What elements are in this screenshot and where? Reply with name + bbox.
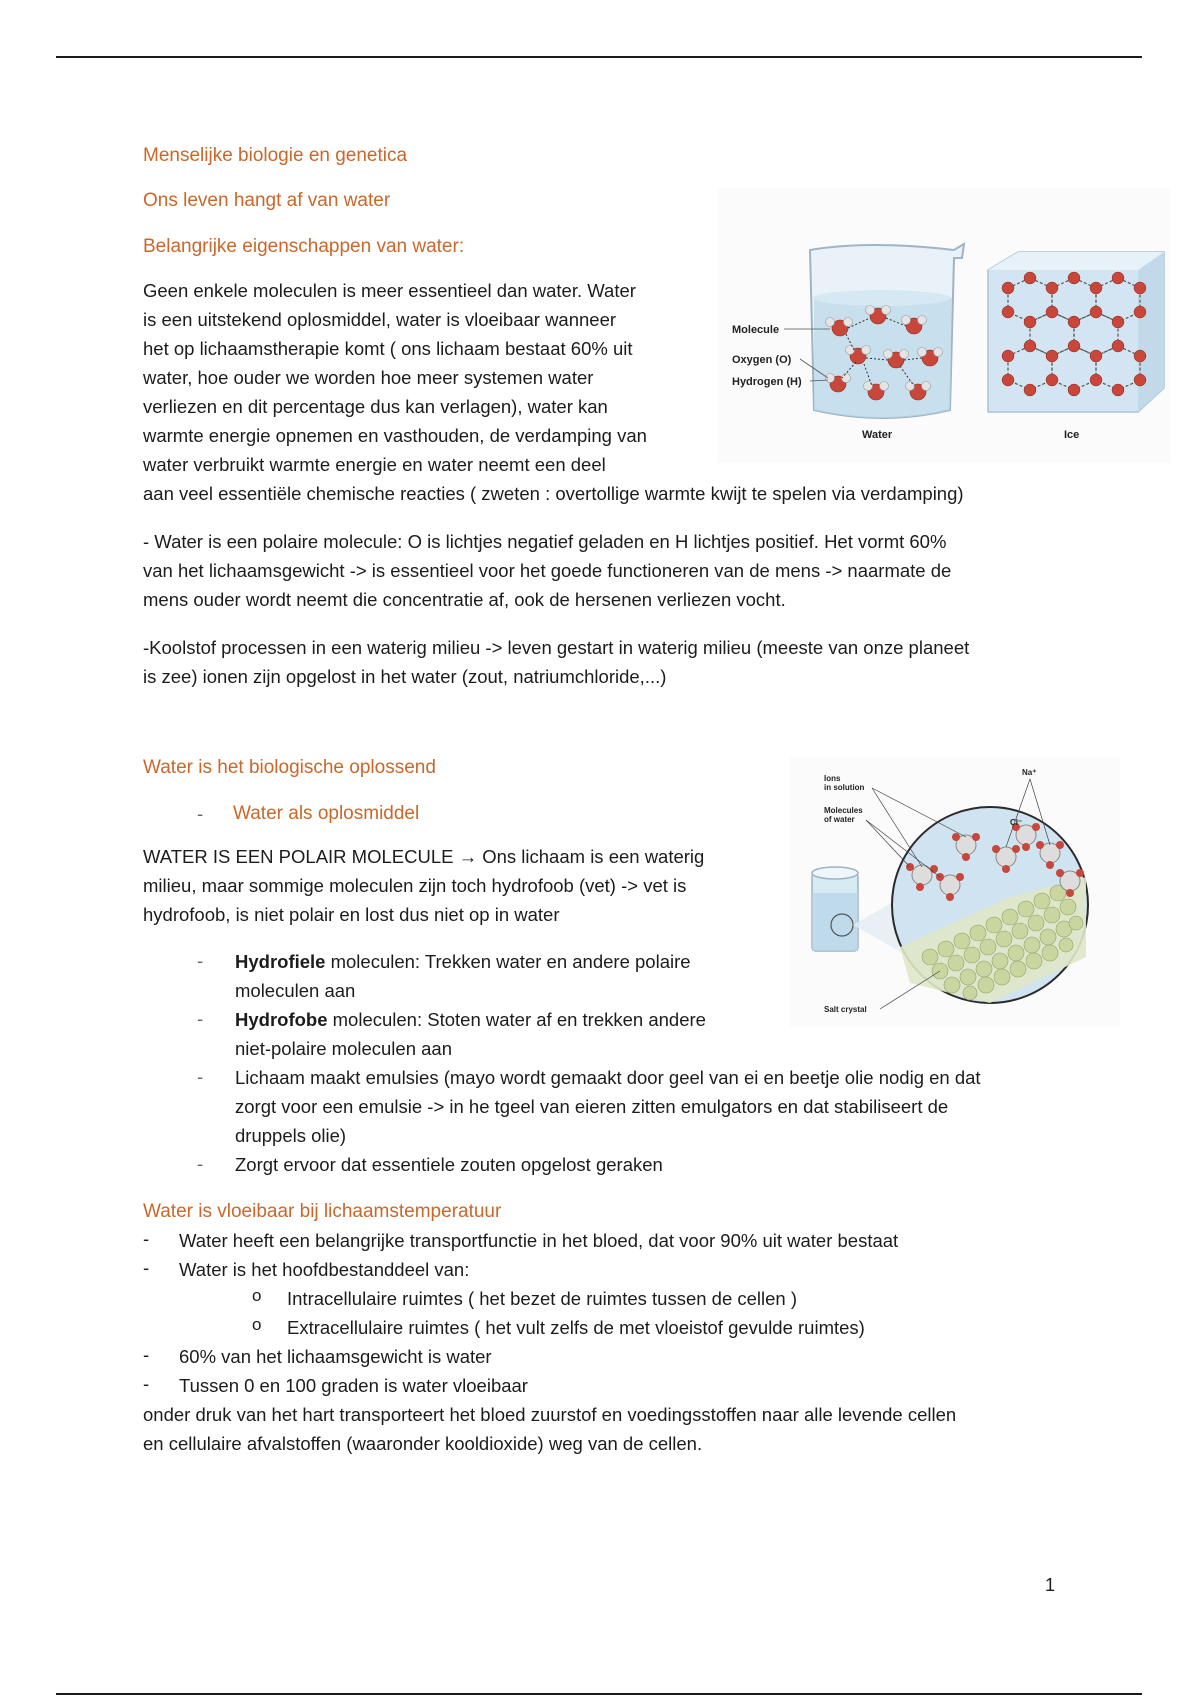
para1-line: is een uitstekend oplosmiddel, water is vloeibaar wanneer	[143, 309, 617, 330]
para1-line: water verbruikt warmte energie en water neemt een deel	[143, 454, 606, 475]
bullet-dash: -	[197, 1008, 204, 1029]
bullet-cont: zorgt voor een emulsie -> in he tgeel van eieren zitten emulgators en dat stabiliseert de	[235, 1096, 949, 1117]
para1-line: verliezen en dit percentage dus kan verlagen), water kan	[143, 396, 608, 417]
bullet-hydrofoob	[235, 1006, 706, 1035]
label-na: Na⁺	[1022, 768, 1037, 777]
label-cl: Cl⁻	[1010, 818, 1023, 827]
label-hydrogen: Hydrogen (H)	[732, 376, 802, 388]
salt-solution-figure	[790, 757, 1120, 1027]
polair-line: WATER IS EEN POLAIR MOLECULE → Ons lichaam is een waterig	[143, 846, 705, 867]
para3-line: -Koolstof processen in een waterig milieu -> leven gestart in waterig milieu (meeste van onze planeet	[143, 637, 970, 658]
water-ice-figure	[718, 188, 1170, 463]
label-ions-2: in solution	[824, 783, 865, 792]
section-heading-solvent: Water is het biologische oplossend	[143, 757, 436, 778]
sub-bullet-dash: -	[197, 803, 204, 824]
bullet-bold-term: Hydrofiele	[235, 951, 326, 972]
para3-line: is zee) ionen zijn opgelost in het water (zout, natriumchloride,...)	[143, 666, 667, 687]
bullet-dash: -	[143, 1373, 150, 1394]
bullet-hydrofiel	[235, 948, 691, 977]
section-heading-liquid: Water is vloeibaar bij lichaamstemperatuur	[143, 1201, 502, 1222]
bullet-cont: druppels olie)	[235, 1125, 347, 1146]
caption-water: Water	[862, 429, 893, 441]
label-molecules-2: of water	[824, 815, 855, 824]
para1-line: aan veel essentiële chemische reacties ( zweten : overtollige warmte kwijt te spelen via verdamping)	[143, 483, 964, 504]
section-heading-properties: Belangrijke eigenschappen van water:	[143, 236, 465, 257]
bullet-dash: -	[143, 1228, 150, 1249]
label-salt-crystal: Salt crystal	[824, 1005, 867, 1014]
label-molecule: Molecule	[732, 324, 780, 336]
bullet-dash: -	[197, 1066, 204, 1087]
sub-heading-solvent: Water als oplosmiddel	[233, 803, 420, 824]
circle-bullet: o	[252, 1286, 262, 1305]
bullet-dash: -	[143, 1257, 150, 1278]
bullet-cont: niet-polaire moleculen aan	[235, 1038, 452, 1059]
closing-line: en cellulaire afvalstoffen (waaronder kooldioxide) weg van de cellen.	[143, 1433, 703, 1454]
closing-line: onder druk van het hart transporteert het bloed zuurstof en voedingsstoffen naar alle levende cellen	[143, 1404, 957, 1425]
page-number: 1	[1045, 1575, 1056, 1595]
liquid-item: Water is het hoofdbestanddeel van:	[179, 1259, 470, 1280]
para1-line: Geen enkele moleculen is meer essentieel dan water. Water	[143, 280, 636, 301]
bullet-bold-term: Hydrofobe	[235, 1009, 328, 1030]
caption-ice: Ice	[1064, 429, 1080, 441]
bullet-dash: -	[197, 950, 204, 971]
polair-line: milieu, maar sommige moleculen zijn toch hydrofoob (vet) -> vet is	[143, 875, 687, 896]
liquid-sub-item: Intracellulaire ruimtes ( het bezet de ruimtes tussen de cellen )	[287, 1288, 798, 1309]
para1-line: water, hoe ouder we worden hoe meer systemen water	[143, 367, 594, 388]
liquid-sub-item: Extracellulaire ruimtes ( het vult zelfs de met vloeistof gevulde ruimtes)	[287, 1317, 865, 1338]
bullet-emulsie: Lichaam maakt emulsies (mayo wordt gemaakt door geel van ei en beetje olie nodig en dat	[235, 1067, 981, 1088]
para1-line: warmte energie opnemen en vasthouden, de verdamping van	[143, 425, 647, 446]
para2-line: mens ouder wordt neemt die concentratie af, ook de hersenen verliezen vocht.	[143, 589, 786, 610]
bullet-cont: moleculen aan	[235, 980, 356, 1001]
polair-line: hydrofoob, is niet polair en lost dus niet op in water	[143, 904, 560, 925]
bullet-dash: -	[197, 1153, 204, 1174]
small-beaker	[812, 867, 858, 951]
bullet-text: moleculen: Trekken water en andere polaire	[325, 951, 691, 972]
label-oxygen: Oxygen (O)	[732, 354, 792, 366]
liquid-item: Water heeft een belangrijke transportfunctie in het bloed, dat voor 90% uit water bestaat	[179, 1230, 899, 1251]
liquid-item: 60% van het lichaamsgewicht is water	[179, 1346, 492, 1367]
bullet-text: moleculen: Stoten water af en trekken andere	[327, 1009, 706, 1030]
para1-line: het op lichaamstherapie komt ( ons lichaam bestaat 60% uit	[143, 338, 633, 359]
para2-line: van het lichaamsgewicht -> is essentieel voor het goede functioneren van de mens -> naarmate de	[143, 560, 952, 581]
title-heading: Menselijke biologie en genetica	[143, 145, 408, 166]
bullet-zouten: Zorgt ervoor dat essentiele zouten opgelost geraken	[235, 1154, 663, 1175]
para2-line: - Water is een polaire molecule: O is lichtjes negatief geladen en H lichtjes positief. Het vormt 60%	[143, 531, 947, 552]
bottom-rule	[56, 1693, 1142, 1695]
liquid-item: Tussen 0 en 100 graden is water vloeibaar	[179, 1375, 528, 1396]
label-ions-1: Ions	[824, 774, 841, 783]
top-rule	[56, 56, 1142, 58]
circle-bullet: o	[252, 1315, 262, 1334]
bullet-dash: -	[143, 1344, 150, 1365]
label-molecules-1: Molecules	[824, 806, 863, 815]
section-heading-water-life: Ons leven hangt af van water	[143, 190, 391, 211]
